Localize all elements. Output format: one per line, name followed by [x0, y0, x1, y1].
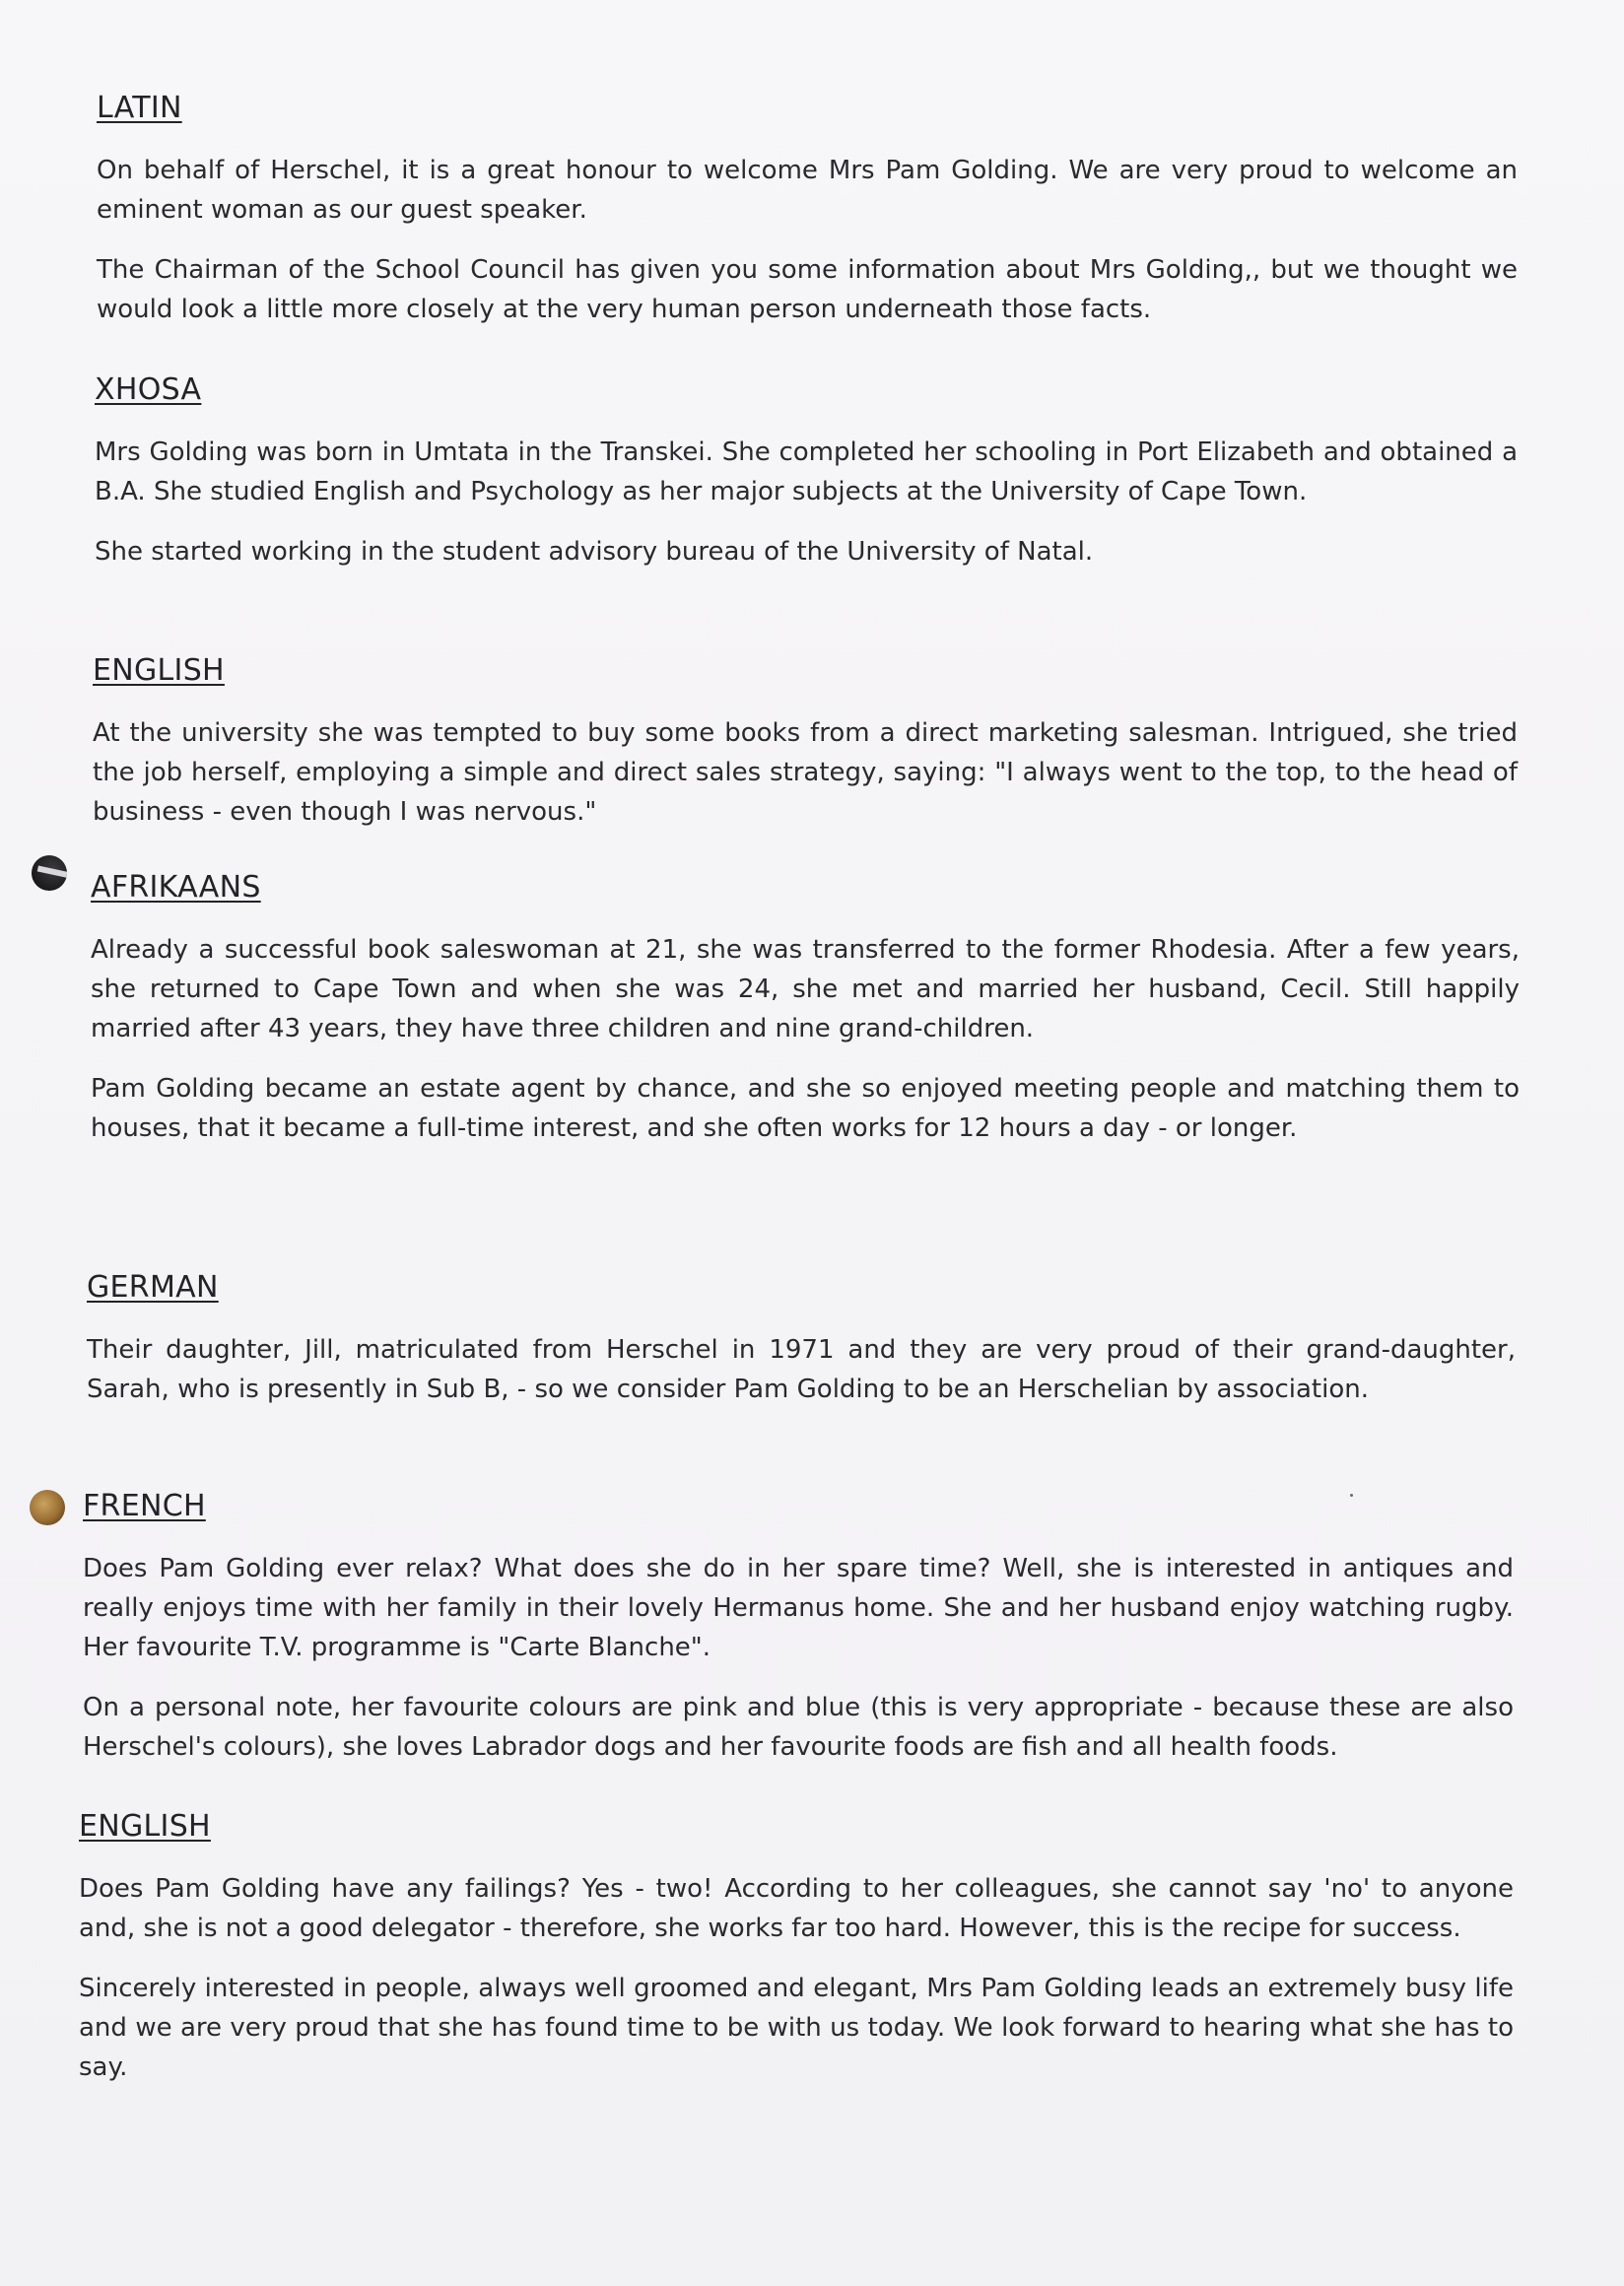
paragraph: On a personal note, her favourite colours are pink and blue (this is very appropriate - because these are also Herschel's colours), she loves Labrador dogs and her favourite foods are fish and all health foods. — [83, 1693, 1514, 1762]
section-heading: AFRIKAANS — [91, 870, 261, 905]
margin-mark-icon — [30, 1490, 65, 1525]
section-french — [83, 1489, 1514, 1787]
section-heading: FRENCH — [83, 1489, 206, 1523]
paragraph: Their daughter, Jill, matriculated from Herschel in 1971 and they are very proud of their grand-daughter, Sarah, who is presently in Sub B, - so we consider Pam Golding to be an Herschelian by association. — [87, 1335, 1516, 1404]
paragraph: On behalf of Herschel, it is a great honour to welcome Mrs Pam Golding. We are very proud to welcome an eminent woman as our guest speaker. — [97, 156, 1518, 225]
section-german — [87, 1270, 1516, 1430]
section-heading: ENGLISH — [79, 1809, 211, 1844]
paragraph: Already a successful book saleswoman at 21, she was transferred to the former Rhodesia. After a few years, she returned to Cape Town and when she was 24, she met and married her husband, Cecil. Still happily married after 43 years, they have three children and nine grand-children. — [91, 935, 1520, 1043]
section-heading: LATIN — [97, 91, 182, 125]
paragraph: Does Pam Golding ever relax? What does she do in her spare time? Well, she is interested in antiques and really enjoys time with her family in their lovely Hermanus home. She and her husband enjoy watching rugby. Her favourite T.V. programme is "Carte Blanche". — [83, 1554, 1514, 1662]
page-speck — [1350, 1494, 1353, 1497]
paragraph: Does Pam Golding have any failings? Yes - two! According to her colleagues, she cannot say 'no' to anyone and, she is not a good delegator - therefore, she works far too hard. However, this is the recipe for success. — [79, 1874, 1514, 1943]
section-heading: GERMAN — [87, 1270, 219, 1305]
paragraph: She started working in the student advisory bureau of the University of Natal. — [95, 537, 1094, 567]
section-english — [93, 653, 1518, 852]
section-heading: XHOSA — [95, 372, 202, 407]
paragraph: At the university she was tempted to buy some books from a direct marketing salesman. Intrigued, she tried the job herself, employing a simple and direct sales strategy, saying: "I always went to the top, to the head of business - even though I was nervous." — [93, 718, 1518, 827]
paragraph: The Chairman of the School Council has given you some information about Mrs Golding,, but we thought we would look a little more closely at the very human person underneath those facts. — [97, 255, 1518, 324]
paragraph: Mrs Golding was born in Umtata in the Transkei. She completed her schooling in Port Elizabeth and obtained a B.A. She studied English and Psychology as her major subjects at the University of Cape Town. — [95, 437, 1518, 506]
paragraph: Pam Golding became an estate agent by chance, and she so enjoyed meeting people and matching them to houses, that it became a full-time interest, and she often works for 12 hours a day - or longer. — [91, 1074, 1520, 1143]
section-xhosa — [95, 372, 1518, 592]
paragraph: Sincerely interested in people, always well groomed and elegant, Mrs Pam Golding leads an extremely busy life and we are very proud that she has found time to be with us today. We look forward to hearing what she has to say. — [79, 1974, 1514, 2082]
section-heading: ENGLISH — [93, 653, 225, 688]
section-latin — [97, 91, 1518, 350]
margin-mark-icon — [32, 855, 67, 891]
section-afrikaans — [91, 870, 1520, 1169]
section-english-closing — [79, 1809, 1514, 2108]
